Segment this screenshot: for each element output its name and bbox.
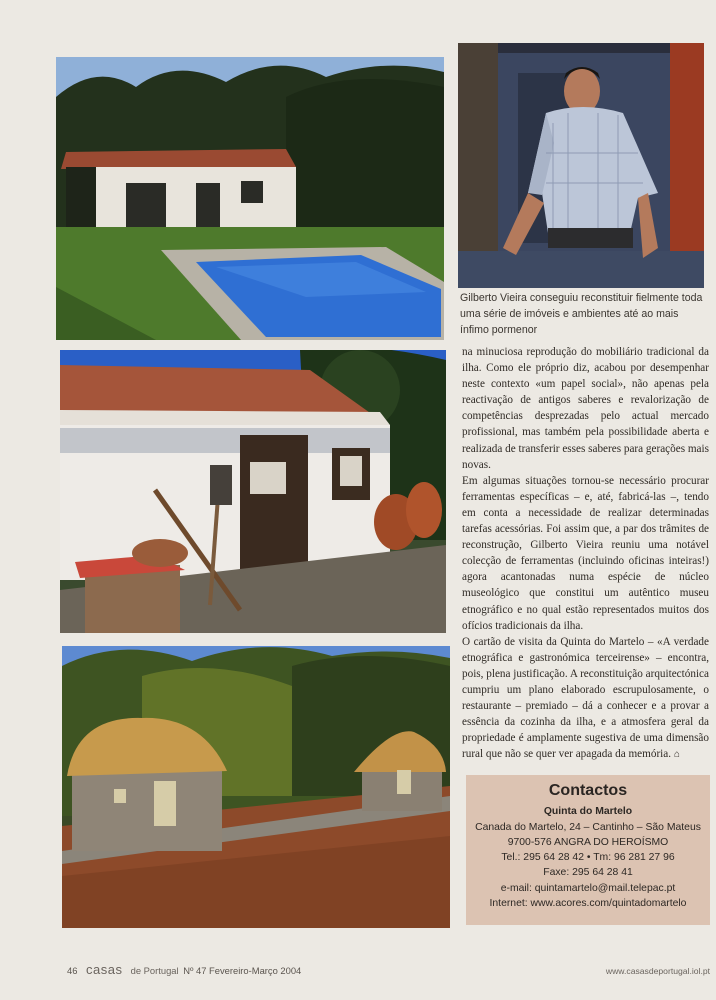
article-text: [462, 344, 709, 763]
photo-house-with-pool: [56, 57, 444, 340]
contacts-website[interactable]: Internet: www.acores.com/quintadomartelo: [489, 898, 687, 910]
page-number: 46: [67, 965, 78, 976]
house-end-icon: ⌂: [674, 749, 681, 761]
contacts-title: Contactos: [548, 782, 628, 799]
magazine-name: [86, 962, 179, 977]
article-paragraph-3-text: O cartão de visita da Quinta do Martelo – «A verdade etnográfica e gastronómica terceirense» – encontra, pois, plena justificação. A reconstituição arquitectónica cumpriu um plano elaborado escrupulosamente, o restaurante – premiado – dá a conhecer e a provar a essência da cozinha da ilha, e a atmosfera geral da propriedade é amplamente sugestiva de uma dimensão rural que não se quer ver apagada da memória.: [462, 635, 709, 761]
contacts-phone: Tel.: 295 64 28 42 • Tm: 96 281 27 96: [501, 852, 675, 864]
article-paragraph-2: Em algumas situações tornou-se necessário procurar ferramentas específicas – e, até, fabricá-las –, tendo em conta a necessidade de realizar determinadas tarefas acessórias. Foi assim que, a par dos trâmites de reconstrução, Gilberto Vieira reuniu uma notável colecção de ferramentas (incluindo oficinas inteiras!) agora acantonadas numa espécie de núcleo museológico que constitui um autêntico museu etnográfico e no qual estão representados muitos dos ofícios tradicionais da ilha.: [462, 474, 709, 632]
photo-white-house-tools: [60, 350, 446, 633]
photo-gilberto-vieira: [458, 43, 704, 288]
contacts-address: Canada do Martelo, 24 – Cantinho – São Mateus: [475, 821, 701, 833]
article-paragraph-1: na minuciosa reprodução do mobiliário tradicional da ilha. Como ele próprio diz, acabou por desempenhar neste contexto «um papel social», não apenas pela reactivação de antigos saberes e revalorização de competências desprezadas pelo actual mercado profissional, mas também pela possibilidade aberta e realizada de transferir esses saberes para gerações mais novas.: [462, 346, 709, 471]
page-footer: [67, 962, 305, 977]
photo-caption: Gilberto Vieira conseguiu reconstituir fielmente toda uma série de imóveis e ambientes até ao mais ínfimo pormenor: [460, 292, 703, 336]
contacts-fax: Faxe: 295 64 28 41: [543, 867, 633, 879]
contacts-email[interactable]: e-mail: quintamartelo@mail.telepac.pt: [500, 882, 676, 894]
contacts-box: [466, 775, 710, 925]
contacts-city: 9700-576 ANGRA DO HEROÍSMO: [507, 836, 669, 848]
magazine-title: casas: [86, 962, 123, 977]
photo-thatched-stone-huts: [62, 646, 450, 928]
magazine-suffix: de Portugal: [130, 965, 179, 976]
footer-website[interactable]: www.casasdeportugal.iol.pt: [605, 966, 710, 976]
article-paragraph-3: [462, 634, 709, 764]
contacts-name: Quinta do Martelo: [543, 806, 633, 818]
issue-info: Nº 47 Fevereiro-Março 2004: [183, 965, 302, 976]
